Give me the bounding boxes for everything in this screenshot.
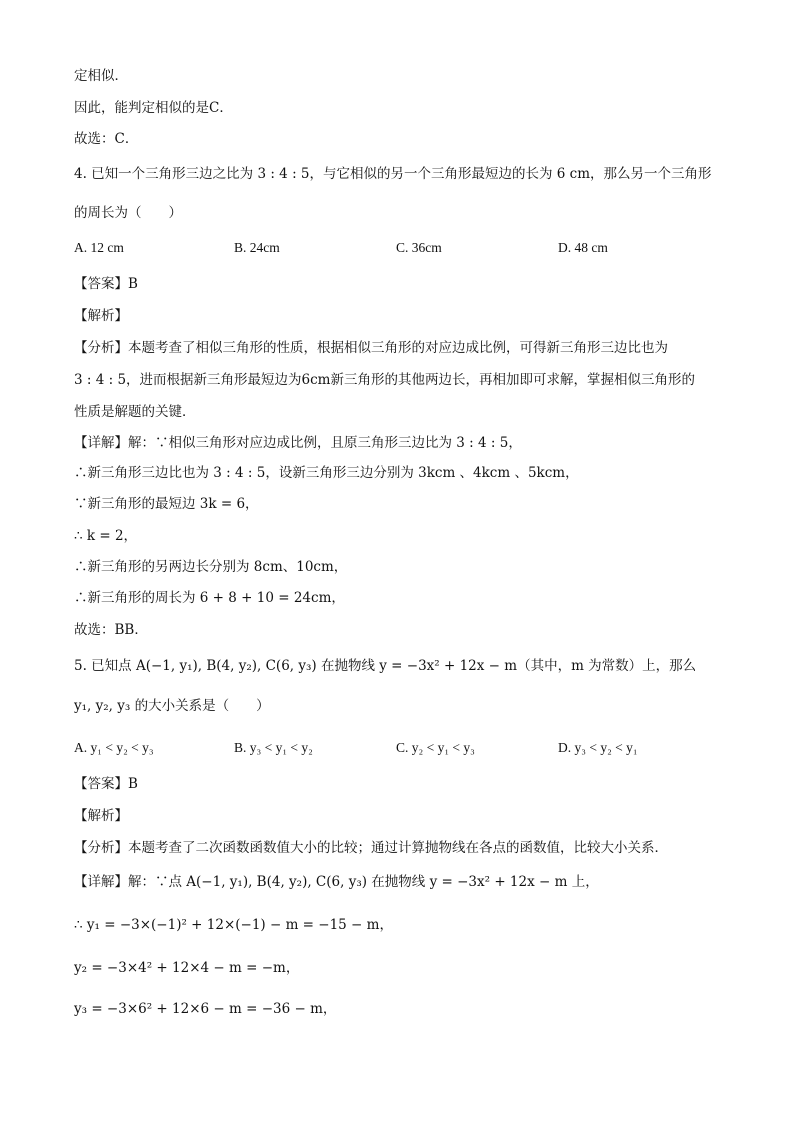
solution-text: ∴新三角形的另两边长分别为 8cm、10cm， <box>74 559 348 575</box>
solution-text: 【详解】解：∵相似三角形对应边成比例，且原三角形三边比为 3 : 4 : 5， <box>74 435 522 451</box>
text-line: 定相似． <box>74 68 128 84</box>
solution-text: ∴ k = 2， <box>74 528 138 544</box>
solution-equation: y₂ = −3×4² + 12×4 − m = −m， <box>74 960 300 976</box>
answer-label: 【答案】B <box>74 276 138 292</box>
solution-text: ∴新三角形三边比也为 3 : 4 : 5，设新三角形三边分别为 3kcm 、4kcm 、5kcm， <box>74 465 579 481</box>
option-a: A. y₁ < y₂ < y₃ <box>74 740 154 755</box>
solution-text: 【详解】解：∵点 A(−1, y₁), B(4, y₂), C(6, y₃) 在抛物线 y = −3x² + 12x − m 上， <box>74 874 599 890</box>
option-c: C. 36cm <box>396 240 442 255</box>
solution-text: ∴新三角形的周长为 6 + 8 + 10 = 24cm， <box>74 590 345 606</box>
solution-equation: y₃ = −3×6² + 12×6 − m = −36 − m， <box>74 1001 337 1017</box>
option-b: B. 24cm <box>234 240 280 255</box>
analysis-label: 【解析】 <box>74 808 128 824</box>
question-5-stem-cont: y₁, y₂, y₃ 的大小关系是（ ） <box>74 698 270 714</box>
text-line: 因此，能判定相似的是C． <box>74 100 233 116</box>
option-d: D. y₃ < y₂ < y₁ <box>558 740 638 755</box>
question-5-options <box>74 738 754 758</box>
text-line: 故选：C． <box>74 131 139 147</box>
solution-equation: ∴ y₁ = −3×(−1)² + 12×(−1) − m = −15 − m， <box>74 917 393 933</box>
question-4-stem-cont: 的周长为（ ） <box>74 205 182 221</box>
option-b: B. y₃ < y₁ < y₂ <box>234 740 313 755</box>
analysis-text: 3 : 4 : 5，进而根据新三角形最短边为6cm新三角形的其他两边长，再相加即可求解，掌握相似三角形的 <box>74 372 695 388</box>
analysis-label: 【解析】 <box>74 308 128 324</box>
question-4-options <box>74 238 754 258</box>
analysis-text: 性质是解题的关键． <box>74 404 196 420</box>
solution-text: ∵新三角形的最短边 3k = 6， <box>74 496 259 512</box>
answer-label: 【答案】B <box>74 776 138 792</box>
question-4-stem: 4. 已知一个三角形三边之比为 3 : 4 : 5，与它相似的另一个三角形最短边的长为 6 cm，那么另一个三角形 <box>74 166 712 182</box>
option-d: D. 48 cm <box>558 240 608 255</box>
question-5-stem: 5. 已知点 A(−1, y₁), B(4, y₂), C(6, y₃) 在抛物线 y = −3x² + 12x − m（其中，m 为常数）上，那么 <box>74 658 697 674</box>
option-a: A. 12 cm <box>74 240 124 255</box>
analysis-text: 【分析】本题考查了相似三角形的性质，根据相似三角形的对应边成比例，可得新三角形三边比也为 <box>74 340 668 356</box>
option-c: C. y₂ < y₁ < y₃ <box>396 740 475 755</box>
choice-text: 故选：BB． <box>74 622 148 638</box>
analysis-text: 【分析】本题考查了二次函数函数值大小的比较；通过计算抛物线在各点的函数值，比较大小关系． <box>74 840 668 856</box>
